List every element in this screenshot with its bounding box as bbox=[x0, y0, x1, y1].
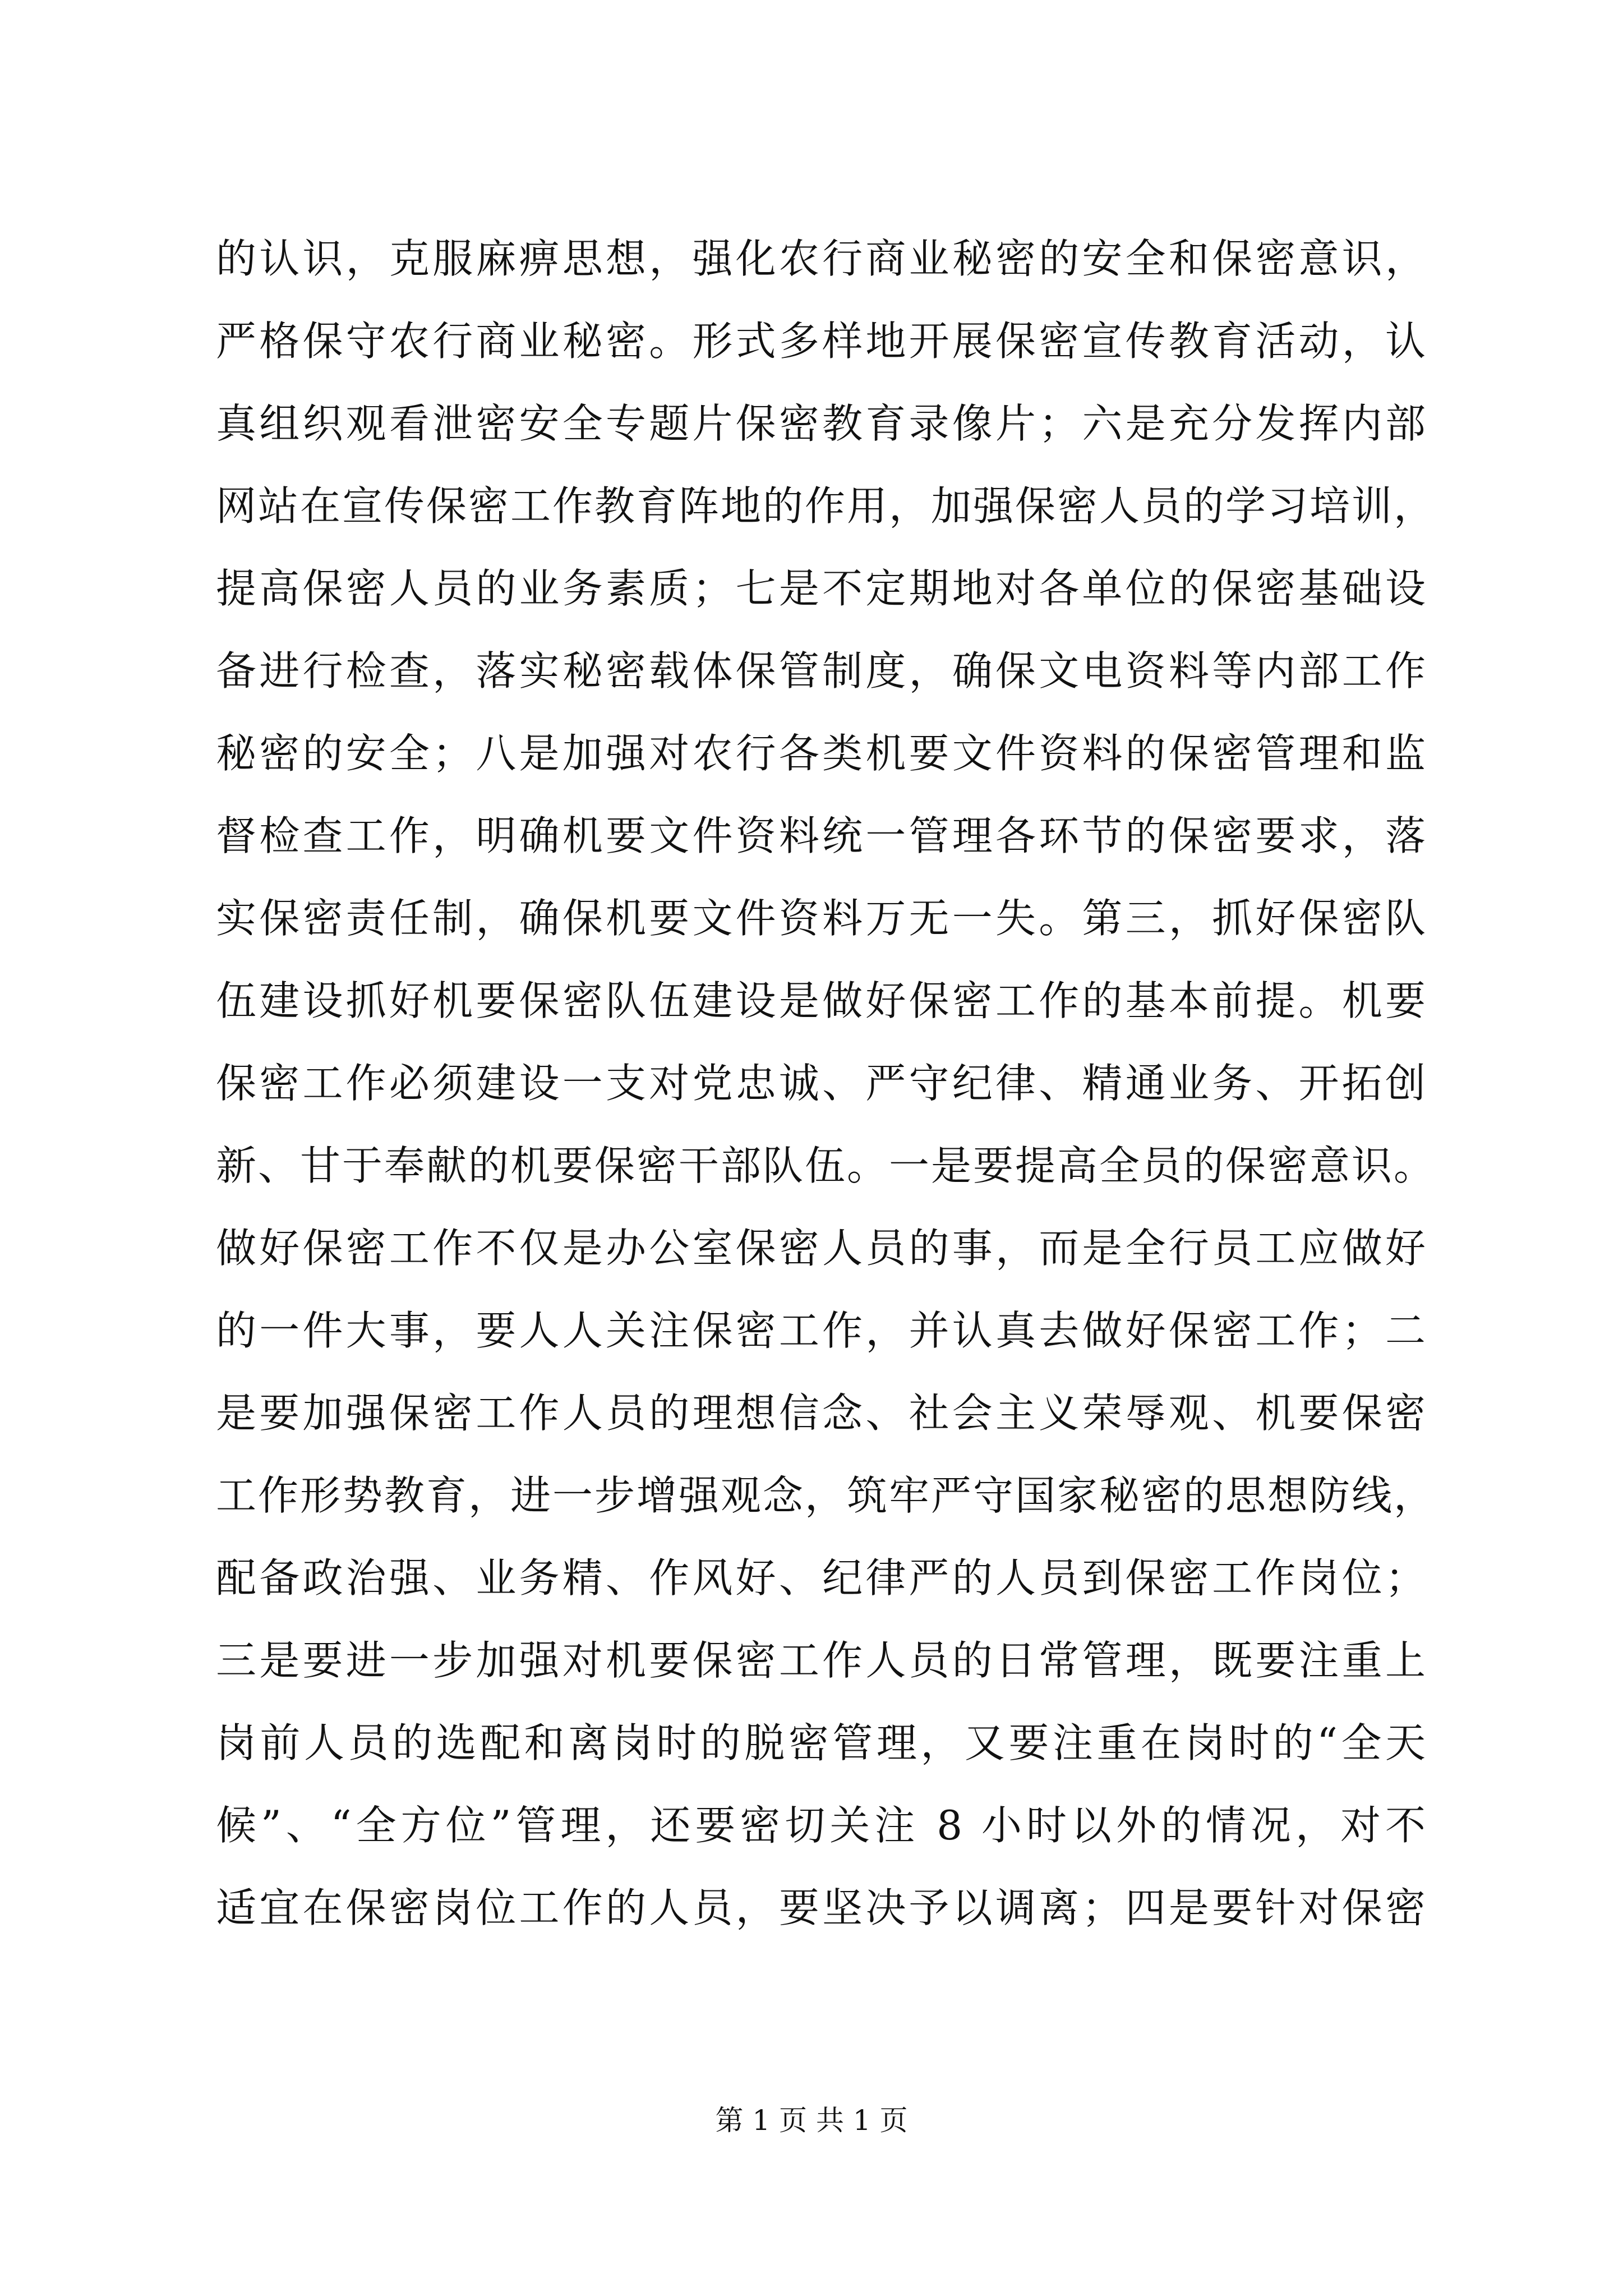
text-line: 适宜在保密岗位工作的人员，要坚决予以调离；四是要针对保密 bbox=[216, 1884, 1427, 1931]
text-line: 真组织观看泄密安全专题片保密教育录像片；六是充分发挥内部 bbox=[216, 400, 1427, 447]
text-line: 督检查工作，明确机要文件资料统一管理各环节的保密要求，落 bbox=[216, 812, 1427, 859]
page-footer bbox=[0, 2101, 1623, 2140]
text-line: 秘密的安全；八是加强对农行各类机要文件资料的保密管理和监 bbox=[216, 730, 1427, 777]
text-line: 提高保密人员的业务素质；七是不定期地对各单位的保密基础设 bbox=[216, 565, 1427, 612]
text-line: 是要加强保密工作人员的理想信念、社会主义荣辱观、机要保密 bbox=[216, 1389, 1427, 1437]
text-line: 工作形势教育，进一步增强观念，筑牢严守国家秘密的思想防线， bbox=[216, 1472, 1436, 1519]
body-text bbox=[216, 218, 1436, 1949]
text-line: 网站在宣传保密工作教育阵地的作用，加强保密人员的学习培训， bbox=[216, 482, 1436, 530]
text-line: 备进行检查，落实秘密载体保管制度，确保文电资料等内部工作 bbox=[216, 647, 1427, 694]
text-line: 候”、“全方位”管理，还要密切关注 8 小时以外的情况，对不 bbox=[216, 1802, 1427, 1849]
text-line: 实保密责任制，确保机要文件资料万无一失。第三，抓好保密队 bbox=[216, 895, 1427, 942]
text-line: 做好保密工作不仅是办公室保密人员的事，而是全行员工应做好 bbox=[216, 1225, 1427, 1272]
page-number-label: 第 1 页 共 1 页 bbox=[715, 2104, 908, 2137]
text-line: 新、甘于奉献的机要保密干部队伍。一是要提高全员的保密意识。 bbox=[216, 1142, 1436, 1189]
text-line: 伍建设抓好机要保密队伍建设是做好保密工作的基本前提。机要 bbox=[216, 977, 1427, 1024]
text-line: 的一件大事，要人人关注保密工作，并认真去做好保密工作；二 bbox=[216, 1307, 1427, 1354]
text-line: 三是要进一步加强对机要保密工作人员的日常管理，既要注重上 bbox=[216, 1637, 1427, 1684]
text-line: 保密工作必须建设一支对党忠诚、严守纪律、精通业务、开拓创 bbox=[216, 1060, 1427, 1107]
text-line: 严格保守农行商业秘密。形式多样地开展保密宣传教育活动，认 bbox=[216, 318, 1427, 365]
text-line: 岗前人员的选配和离岗时的脱密管理，又要注重在岗时的“全天 bbox=[216, 1719, 1427, 1766]
text-line: 的认识，克服麻痹思想，强化农行商业秘密的安全和保密意识， bbox=[216, 235, 1427, 282]
text-line: 配备政治强、业务精、作风好、纪律严的人员到保密工作岗位； bbox=[216, 1554, 1427, 1602]
